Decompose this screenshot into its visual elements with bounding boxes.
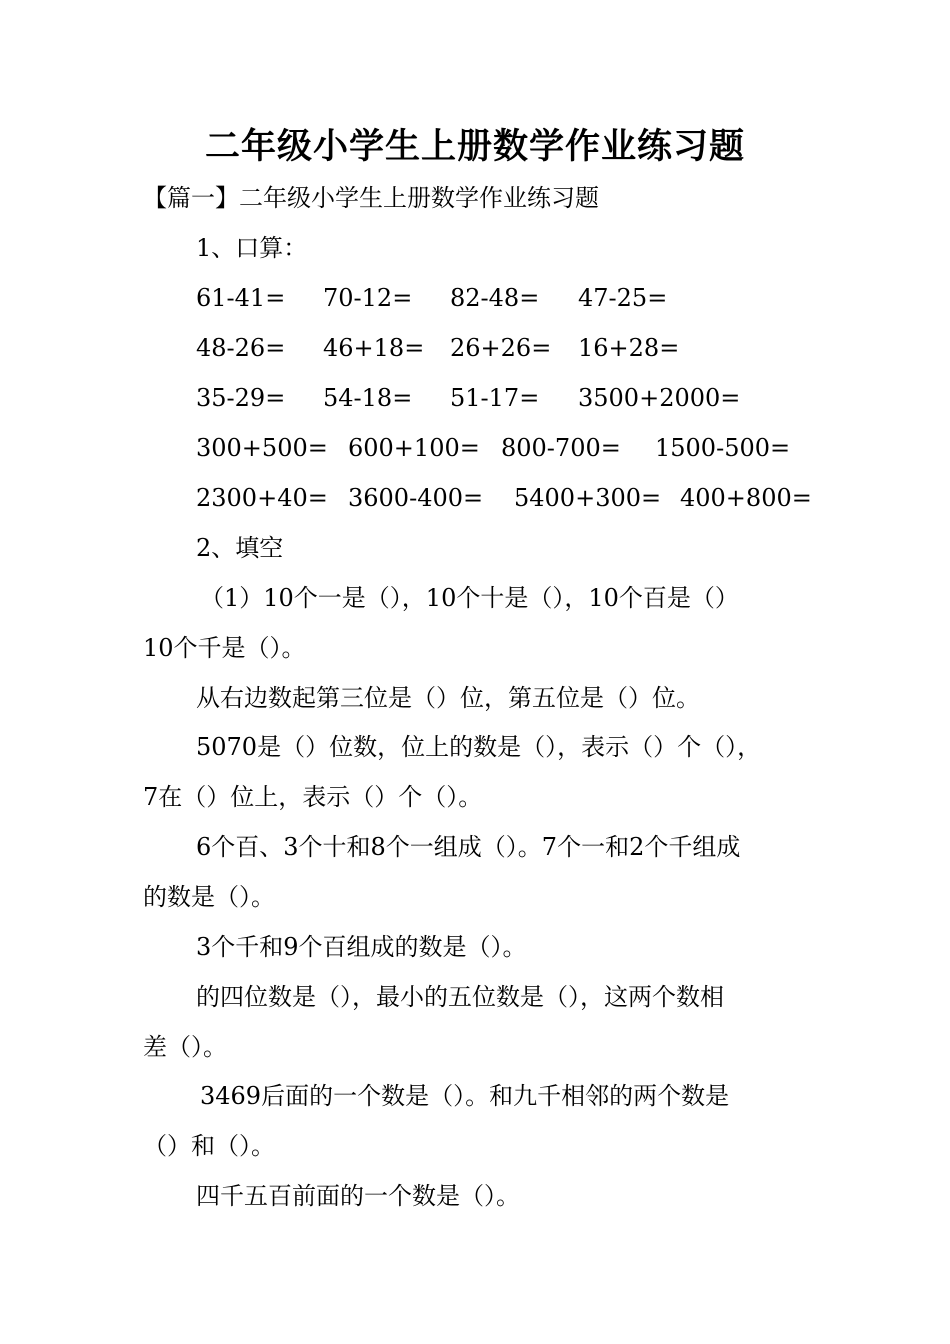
fill-blank-line: （1）10个一是（），10个十是（），10个百是（） xyxy=(200,584,739,612)
section-subtitle: 【篇一】二年级小学生上册数学作业练习题 xyxy=(143,184,599,212)
fill-blank-line: 10个千是（）。 xyxy=(143,634,306,662)
calc-item: 3500+2000= xyxy=(578,384,741,412)
fill-blank-line: 7在（）位上，表示（）个（）。 xyxy=(143,783,483,811)
fill-blank-line: 的四位数是（），最小的五位数是（），这两个数相 xyxy=(196,983,724,1011)
calc-item: 3600-400= xyxy=(348,484,484,512)
calc-item: 400+800= xyxy=(680,484,812,512)
fill-blank-line: 的数是（）。 xyxy=(143,883,275,911)
calc-item: 46+18= xyxy=(323,334,425,362)
section2-heading: 2、填空 xyxy=(196,534,284,562)
page-title: 二年级小学生上册数学作业练习题 xyxy=(204,127,745,167)
fill-blank-line: （）和（）。 xyxy=(143,1132,275,1160)
fill-blank-line: 3469后面的一个数是（）。和九千相邻的两个数是 xyxy=(200,1082,730,1110)
calc-item: 800-700= xyxy=(501,434,621,462)
calc-item: 54-18= xyxy=(323,384,413,412)
calc-item: 82-48= xyxy=(450,284,540,312)
calc-item: 600+100= xyxy=(348,434,480,462)
calc-item: 300+500= xyxy=(196,434,328,462)
fill-blank-line: 6个百、3个十和8个一组成（）。7个一和2个千组成 xyxy=(196,833,741,861)
calc-item: 47-25= xyxy=(578,284,668,312)
calc-item: 16+28= xyxy=(578,334,680,362)
calc-item: 48-26= xyxy=(196,334,286,362)
calc-item: 1500-500= xyxy=(655,434,791,462)
section1-heading: 1、口算： xyxy=(196,234,308,262)
calc-item: 61-41= xyxy=(196,284,286,312)
calc-item: 35-29= xyxy=(196,384,286,412)
fill-blank-line: 差（）。 xyxy=(143,1033,227,1061)
calc-item: 5400+300= xyxy=(514,484,662,512)
calc-item: 26+26= xyxy=(450,334,552,362)
fill-blank-line: 从右边数起第三位是（）位，第五位是（）位。 xyxy=(196,684,700,712)
fill-blank-line: 5070是（）位数，位上的数是（），表示（）个（）， xyxy=(196,733,762,761)
calc-item: 51-17= xyxy=(450,384,540,412)
fill-blank-line: 3个千和9个百组成的数是（）。 xyxy=(196,933,527,961)
calc-item: 70-12= xyxy=(323,284,413,312)
calc-item: 2300+40= xyxy=(196,484,328,512)
fill-blank-line: 四千五百前面的一个数是（）。 xyxy=(196,1182,520,1210)
